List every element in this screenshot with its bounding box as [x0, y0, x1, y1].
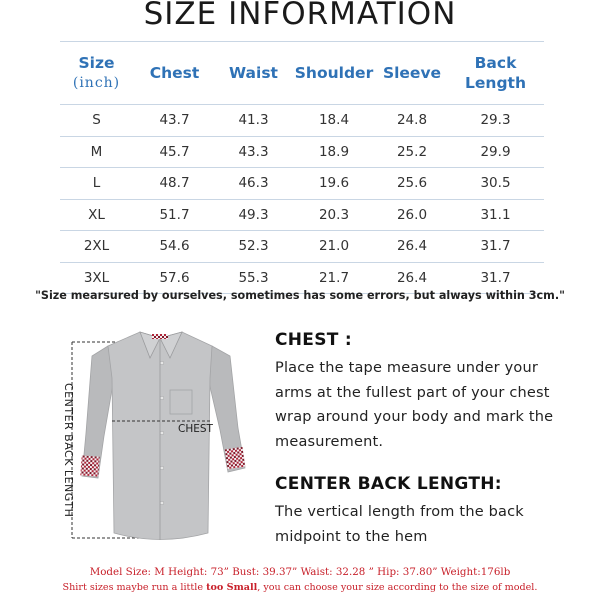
header-sleeve: Sleeve	[377, 42, 447, 105]
table-cell: 25.2	[377, 136, 447, 168]
advice-text: , you can choose your size according to the size of model.	[257, 582, 538, 593]
table-cell: 2XL	[60, 231, 133, 263]
center-back-length-description	[275, 474, 575, 549]
table-cell: S	[60, 105, 133, 137]
table-cell: 21.7	[291, 262, 377, 294]
advice-text: Shirt sizes maybe run a little	[62, 582, 207, 593]
table-cell: 45.7	[133, 136, 216, 168]
table-cell: 29.9	[447, 136, 544, 168]
chest-text: Place the tape measure under your arms at the fullest part of your chest wrap around your body and mark the measurement.	[275, 360, 554, 450]
table-cell: 18.4	[291, 105, 377, 137]
table-cell: 18.9	[291, 136, 377, 168]
model-info	[0, 566, 600, 593]
table-cell: 26.0	[377, 199, 447, 231]
table-row	[60, 105, 544, 137]
table-cell: 3XL	[60, 262, 133, 294]
shirt-illustration	[60, 318, 270, 550]
table-cell: 20.3	[291, 199, 377, 231]
table-cell: 41.3	[216, 105, 291, 137]
cbl-text: The vertical length from the back midpoint to the hem	[275, 504, 524, 545]
table-header-row	[60, 42, 544, 105]
table-cell: 55.3	[216, 262, 291, 294]
page-title: SIZE INFORMATION	[143, 0, 457, 32]
chest-description	[275, 330, 575, 454]
table-cell: XL	[60, 199, 133, 231]
left-cuff	[80, 455, 99, 476]
center-back-length-label: CENTER BACK LENGTH	[62, 383, 75, 518]
table-cell: 29.3	[447, 105, 544, 137]
chest-diagram-label: CHEST	[178, 423, 213, 435]
table-row	[60, 168, 544, 200]
table-cell: 46.3	[216, 168, 291, 200]
table-cell: 26.4	[377, 262, 447, 294]
table-cell: 31.7	[447, 262, 544, 294]
table-cell: 26.4	[377, 231, 447, 263]
advice-emphasis: too Small	[206, 582, 258, 593]
header-size	[60, 42, 133, 105]
table-cell: 43.3	[216, 136, 291, 168]
table-cell: 52.3	[216, 231, 291, 263]
header-unit: (inch)	[72, 75, 121, 91]
chest-heading: CHEST :	[275, 330, 352, 350]
header-shoulder: Shoulder	[291, 42, 377, 105]
table-cell: 54.6	[133, 231, 216, 263]
table-row	[60, 136, 544, 168]
shirt-diagram	[60, 318, 270, 550]
table-cell: 21.0	[291, 231, 377, 263]
header-waist: Waist	[216, 42, 291, 105]
table-cell: 31.1	[447, 199, 544, 231]
table-cell: L	[60, 168, 133, 200]
table-row	[60, 199, 544, 231]
measurement-note: "Size mearsured by ourselves, sometimes has some errors, but always within 3cm."	[35, 289, 565, 302]
sizing-advice-line	[0, 582, 600, 593]
table-cell: 30.5	[447, 168, 544, 200]
table-cell: 49.3	[216, 199, 291, 231]
header-chest: Chest	[133, 42, 216, 105]
table-cell: 48.7	[133, 168, 216, 200]
model-size-line: Model Size: M Height: 73” Bust: 39.37” Waist: 32.28 ” Hip: 37.80” Weight:176lb	[89, 566, 511, 578]
header-label: Length	[465, 74, 526, 92]
table-cell: 24.8	[377, 105, 447, 137]
table-cell: 51.7	[133, 199, 216, 231]
table-cell: 25.6	[377, 168, 447, 200]
size-table	[60, 41, 544, 294]
table-row	[60, 231, 544, 263]
cbl-heading: CENTER BACK LENGTH:	[275, 474, 502, 494]
table-cell: 19.6	[291, 168, 377, 200]
right-cuff	[225, 447, 246, 469]
header-back-length	[447, 42, 544, 105]
header-label: Size	[78, 54, 115, 72]
table-cell: 57.6	[133, 262, 216, 294]
table-cell: M	[60, 136, 133, 168]
table-cell: 31.7	[447, 231, 544, 263]
header-label: Back	[474, 54, 517, 72]
table-cell: 43.7	[133, 105, 216, 137]
